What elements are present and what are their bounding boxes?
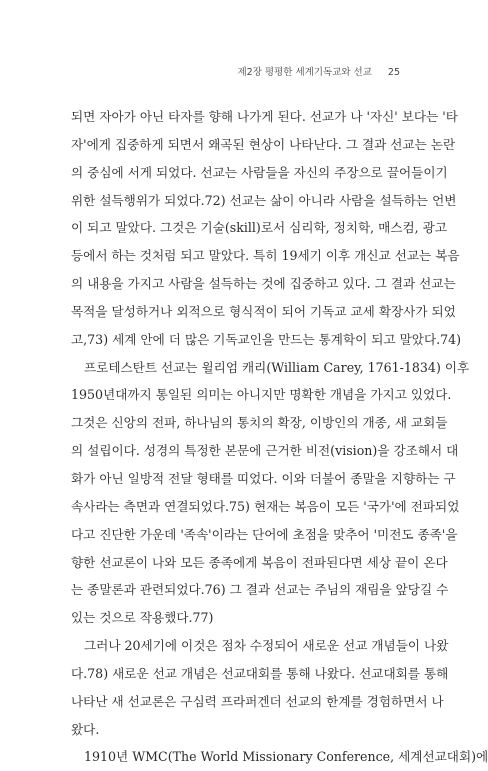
text-line: 되면 자아가 아닌 타자를 향해 나가게 된다. 선교가 나 '자신' 보다는 '타 <box>71 109 458 124</box>
text-line: 속사라는 측면과 연결되었다.75) 현재는 복음이 모든 '국가'에 전파되었 <box>71 498 460 514</box>
text-line: 고,73) 세계 안에 더 많은 기독교인을 만드는 통계학이 되고 말았다.74) <box>71 331 462 347</box>
text-line: 1950년대까지 통일된 의미는 아니지만 명확한 개념을 가지고 있었다. <box>71 387 452 403</box>
text-line: 그것은 신앙의 전파, 하나님의 통치의 확장, 이방인의 개종, 새 교회들 <box>71 415 448 431</box>
body-text <box>71 103 488 771</box>
text-line: 이 되고 말았다. 그것은 기술(skill)로서 심리학, 정치학, 매스컴, 광고 <box>71 220 448 236</box>
text-line: 그러나 20세기에 이것은 점차 수정되어 새로운 선교 개념들이 나왔 <box>84 638 449 654</box>
text-line: 프로테스탄트 선교는 윌리엄 캐리(William Carey, 1761-1834) 이후 <box>84 359 470 375</box>
text-line: 의 중심에 서게 되었다. 선교는 사람들을 자신의 주장으로 끌어들이기 <box>71 164 448 180</box>
text-line: 자'에게 집중하게 되면서 왜곡된 현상이 나타난다. 그 결과 선교는 논란 <box>71 136 456 152</box>
page-number: 25 <box>387 67 400 78</box>
text-line: 1910년 WMC(The World Missionary Conference, 세계선교대회)에 <box>84 749 488 765</box>
text-line: 목적을 달성하거나 외적으로 형식적이 되어 기독교 교세 확장사가 되었 <box>71 303 456 319</box>
text-line: 화가 아닌 일방적 전달 형태를 띠었다. 이와 더불어 종말을 지향하는 구 <box>71 470 456 486</box>
text-line: 향한 선교론이 나와 모든 종족에게 복음이 전파된다면 세상 끝이 온다 <box>71 554 448 570</box>
text-line: 의 내용을 가지고 사람을 설득하는 것에 집중하고 있다. 그 결과 선교는 <box>71 276 456 292</box>
text-line: 다고 진단한 가운데 '족속'이라는 단어에 초점을 맞추어 '미전도 종족'을 <box>71 526 458 542</box>
text-line: 등에서 하는 것처럼 되고 말았다. 특히 19세기 이후 개신교 선교는 복음 <box>71 248 460 264</box>
text-line: 있는 것으로 작용했다.77) <box>71 610 214 626</box>
text-line: 의 설립이다. 성경의 특정한 본문에 근거한 비전(vision)을 강조해서 대 <box>71 443 459 459</box>
running-header <box>238 64 401 78</box>
text-line: 는 종말론과 관련되었다.76) 그 결과 선교는 주님의 재림을 앞당길 수 <box>71 582 449 598</box>
text-line: 위한 설득행위가 되었다.72) 선교는 삶이 아니라 사람을 설득하는 언변 <box>71 192 457 208</box>
text-line: 나타난 새 선교론은 구심력 프라퍼겐더 선교의 한계를 경험하면서 나 <box>71 693 444 709</box>
text-line: 왔다. <box>71 721 100 737</box>
text-line: 다.78) 새로운 선교 개념은 선교대회를 통해 나왔다. 선교대회를 통해 <box>71 665 449 681</box>
running-title: 제2장 평평한 세계기독교와 선교 <box>237 67 372 78</box>
